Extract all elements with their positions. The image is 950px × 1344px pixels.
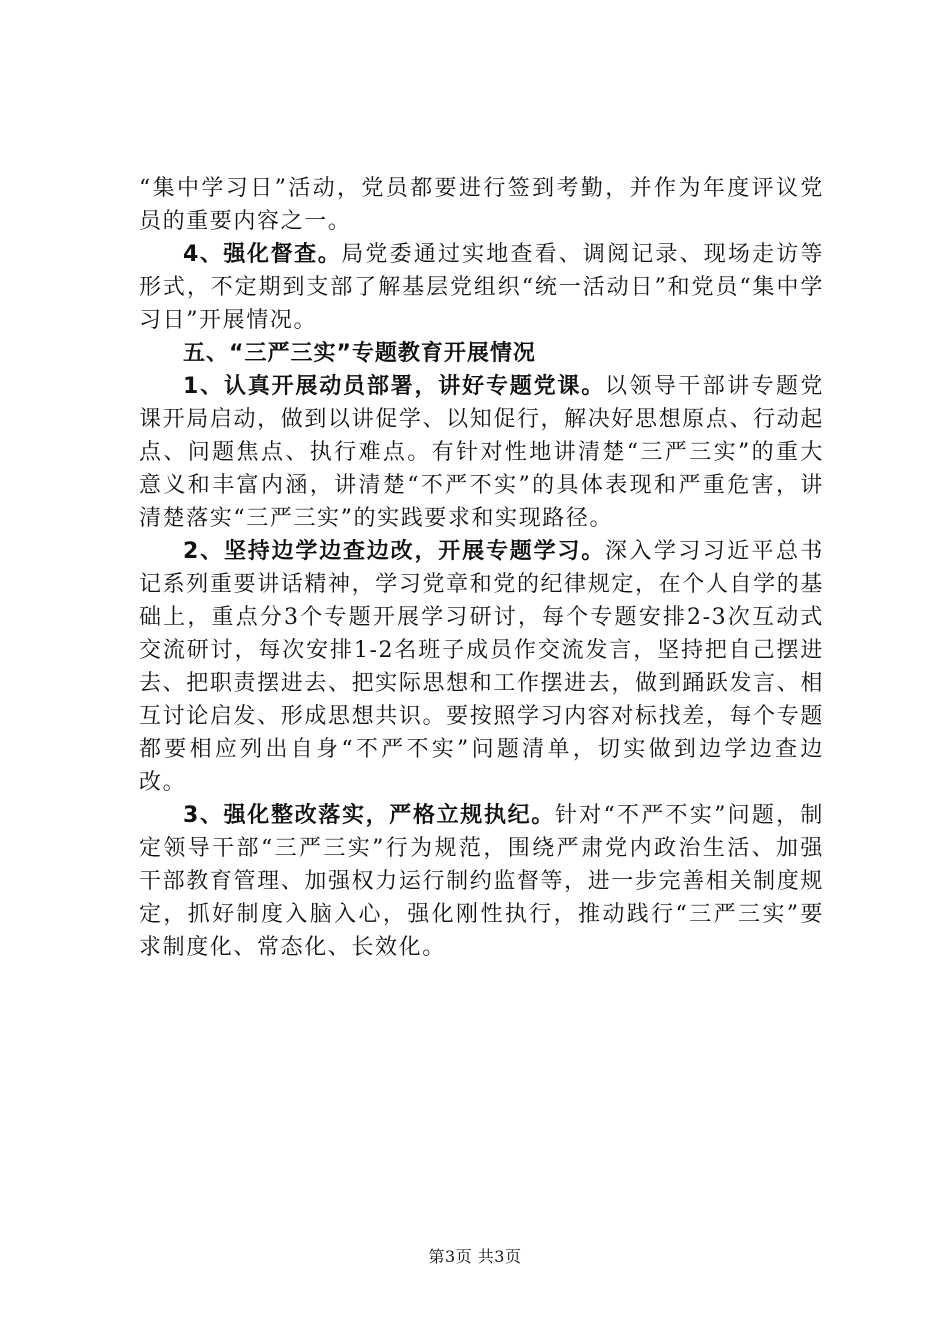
paragraph-title: 2、坚持边学边查边改，开展专题学习。: [183, 539, 606, 564]
paragraph-title: 4、强化督查。: [183, 242, 342, 267]
paragraph-title: 3、强化整改落实，严格立规执纪。: [183, 803, 555, 828]
paragraph-text: 局党委通过实地查看、调阅记录、现场走访等形式，不定期到支部了解基层党组织“统一活动日”和党员“集中学习日”开展情况。: [139, 242, 824, 333]
section-heading: 五、“三严三实”专题教育开展情况: [183, 341, 536, 366]
paragraph-text: “集中学习日”活动，党员都要进行签到考勤，并作为年度评议党员的重要内容之一。: [139, 176, 824, 234]
paragraph-title: 1、认真开展动员部署，讲好专题党课。: [183, 374, 606, 399]
paragraph-mobilization: [139, 370, 824, 535]
paragraph-continued: [139, 172, 824, 238]
document-body: [139, 172, 824, 964]
paragraph-text: 针对“不严不实”问题，制定领导干部“三严三实”行为规范，围绕严肃党内政治生活、加强干部教育管理、加强权力运行制约监督等，进一步完善相关制度规定，抓好制度入脑入心，强化刚性执行，推动践行“三严三实”要求制度化、常态化、长效化。: [139, 803, 824, 960]
paragraph-supervision: [139, 238, 824, 337]
paragraph-text: 深入学习习近平总书记系列重要讲话精神，学习党章和党的纪律规定，在个人自学的基础上，重点分3个专题开展学习研讨，每个专题安排2-3次互动式交流研讨，每次安排1-2名班子成员作交流发言，坚持把自己摆进去、把职责摆进去、把实际思想和工作摆进去，做到踊跃发言、相互讨论启发、形成思想共识。要按照学习内容对标找差，每个专题都要相应列出自身“不严不实”问题清单，切实做到边学边查边改。: [139, 539, 824, 795]
paragraph-rectification: [139, 799, 824, 964]
page-footer: 第3页 共3页: [428, 1247, 522, 1266]
paragraph-text: 以领导干部讲专题党课开局启动，做到以讲促学、以知促行，解决好思想原点、行动起点、问题焦点、执行难点。有针对性地讲清楚“三严三实”的重大意义和丰富内涵，讲清楚“不严不实”的具体表现和严重危害，讲清楚落实“三严三实”的实践要求和实现路径。: [139, 374, 824, 531]
paragraph-study: [139, 535, 824, 799]
